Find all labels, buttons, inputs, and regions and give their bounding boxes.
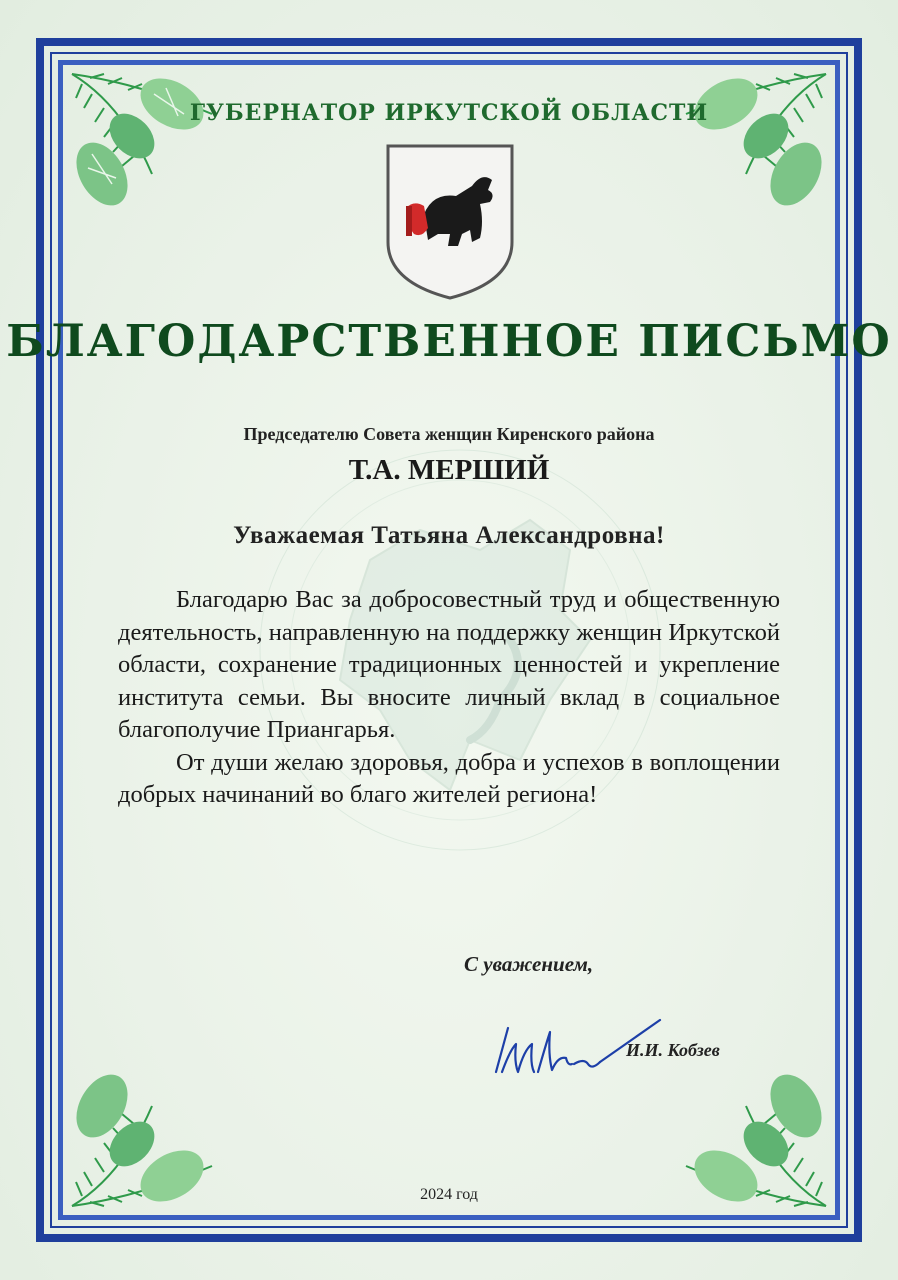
body-paragraph-1: Благодарю Вас за добросовестный труд и общественную деятельность, направленную на поддержку женщин Иркутской области, сохранение традиционных ценностей и укрепление института семьи. Вы вносите личный вклад в социальное благополучие Приангарья. [118,586,780,743]
closing-phrase: С уважением, [464,952,594,976]
document-year: 2024 год [420,1186,478,1203]
pine-branch-ornament-icon [62,64,232,234]
governor-title: ГУБЕРНАТОР ИРКУТСКОЙ ОБЛАСТИ [189,100,709,126]
irkutsk-coat-of-arms-icon [384,142,516,302]
addressee-name: Т.А. МЕРШИЙ [348,454,550,486]
document-title: БЛАГОДАРСТВЕННОЕ ПИСЬМО [6,316,892,367]
letter-body [118,584,780,812]
pine-branch-ornament-icon [666,64,836,234]
salutation: Уважаемая Татьяна Александровна! [233,522,665,549]
addressee-role: Председателю Совета женщин Киренского района [243,424,655,444]
body-paragraph-2: От души желаю здоровья, добра и успехов в воплощении добрых начинаний во благо жителей региона! [118,748,780,808]
signer-name: И.И. Кобзев [626,1040,720,1060]
